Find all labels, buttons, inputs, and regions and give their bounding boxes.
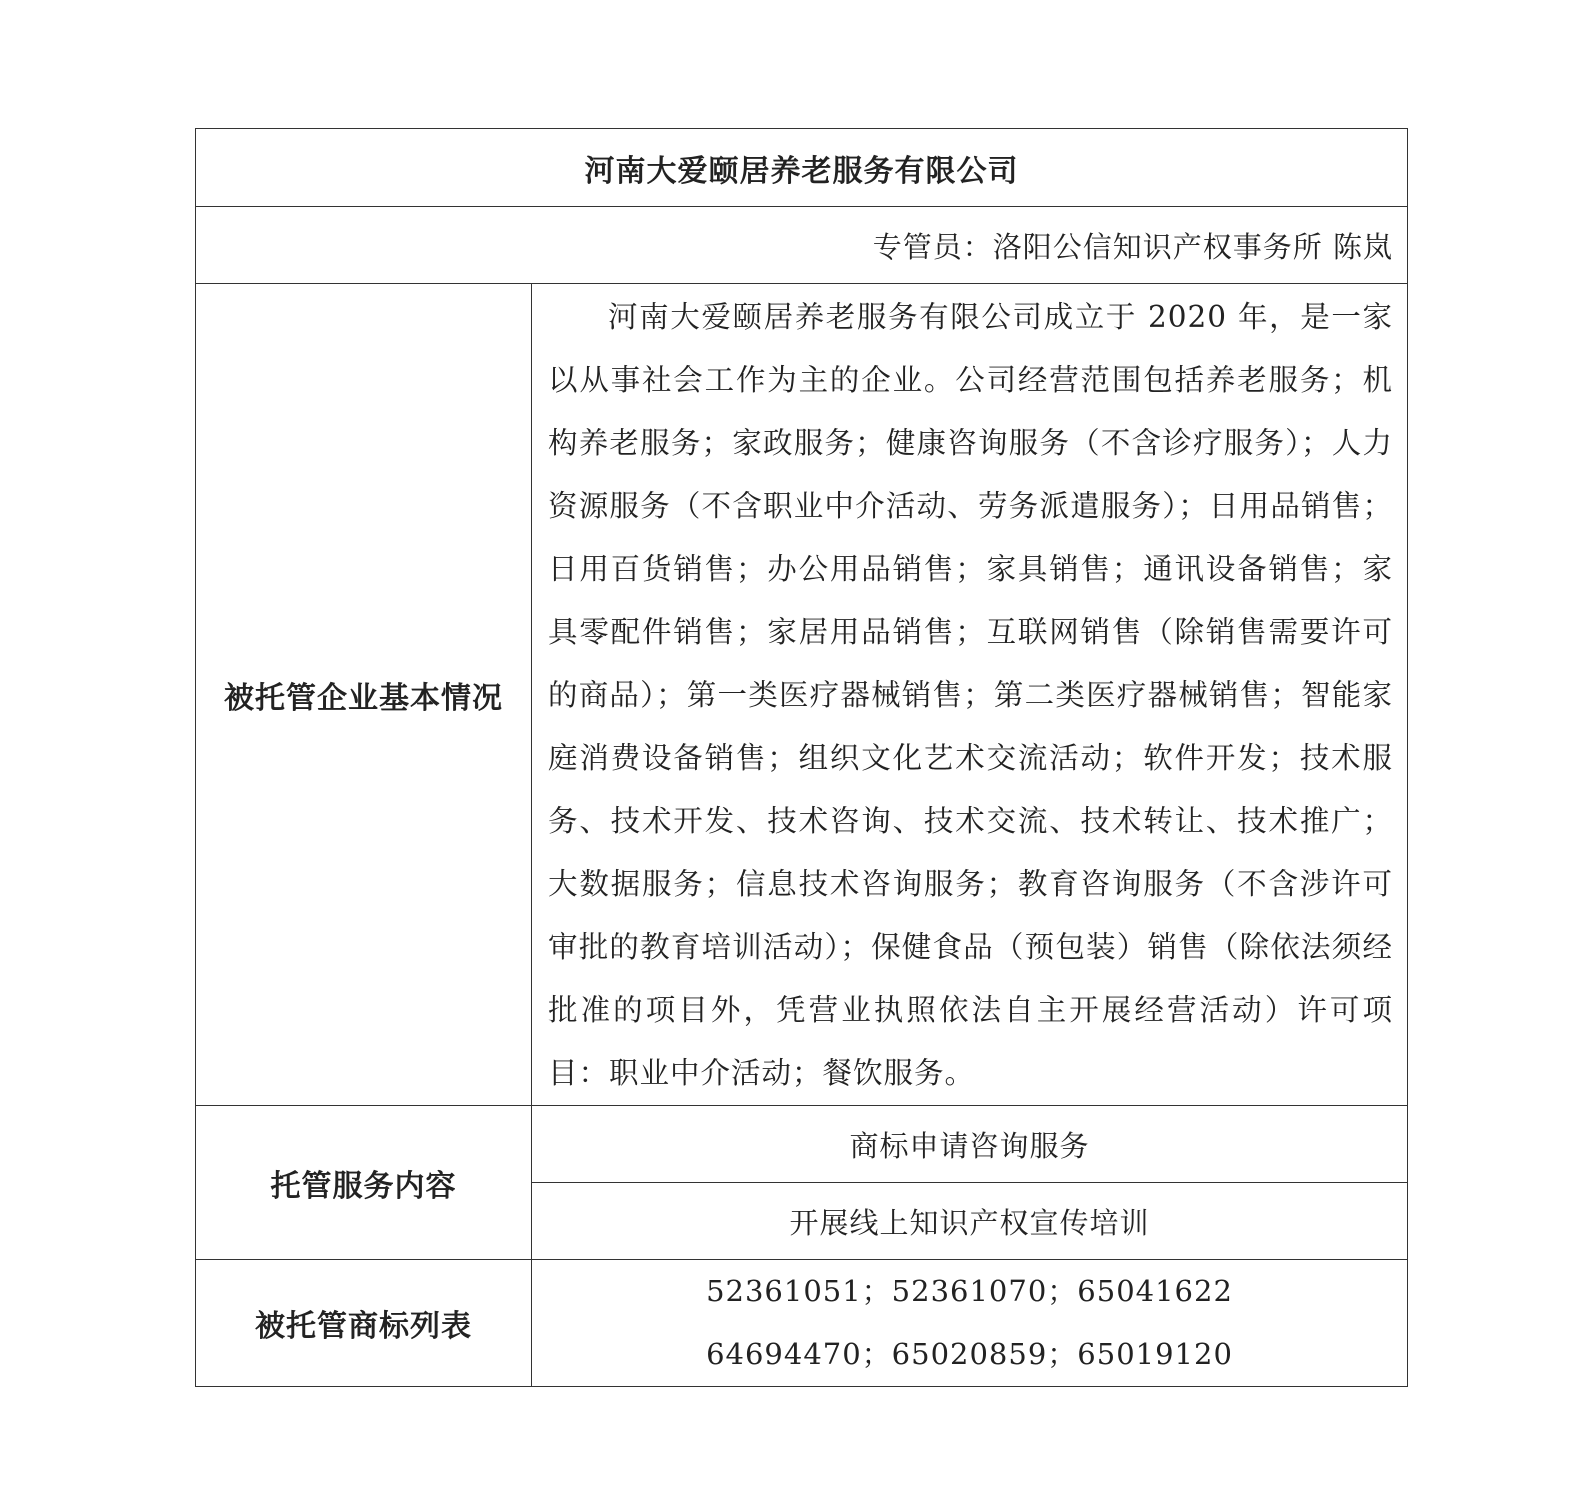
service-row-1: [196, 1106, 1408, 1183]
manager-line: 专管员：洛阳公信知识产权事务所 陈岚: [196, 207, 1408, 284]
service-item: 开展线上知识产权宣传培训: [532, 1183, 1408, 1260]
trademark-list: [532, 1260, 1408, 1387]
trademark-line: 52361051；52361070；65041622: [706, 1274, 1233, 1308]
service-item: 商标申请咨询服务: [532, 1106, 1408, 1183]
company-title: 河南大爱颐居养老服务有限公司: [196, 129, 1408, 207]
basic-info-label: 被托管企业基本情况: [196, 284, 532, 1106]
services-label: 托管服务内容: [196, 1106, 532, 1260]
trusteeship-info-table: [195, 128, 1408, 1387]
trademark-row: [196, 1260, 1408, 1387]
title-row: [196, 129, 1408, 207]
trademark-line: 64694470；65020859；65019120: [706, 1337, 1233, 1371]
basic-info-cell: [532, 284, 1408, 1106]
manager-row: [196, 207, 1408, 284]
trademarks-label: 被托管商标列表: [196, 1260, 532, 1387]
basic-info-row: [196, 284, 1408, 1106]
company-description: 河南大爱颐居养老服务有限公司成立于 2020 年，是一家以从事社会工作为主的企业。公司经营范围包括养老服务；机构养老服务；家政服务；健康咨询服务（不含诊疗服务）；人力资源服务（不含职业中介活动、劳务派遣服务）；日用品销售；日用百货销售；办公用品销售；家具销售；通讯设备销售；家具零配件销售；家居用品销售；互联网销售（除销售需要许可的商品）；第一类医疗器械销售；第二类医疗器械销售；智能家庭消费设备销售；组织文化艺术交流活动；软件开发；技术服务、技术开发、技术咨询、技术交流、技术转让、技术推广；大数据服务；信息技术咨询服务；教育咨询服务（不含涉许可审批的教育培训活动）；保健食品（预包装）销售（除依法须经批准的项目外，凭营业执照依法自主开展经营活动）许可项目：职业中介活动；餐饮服务。: [548, 300, 1393, 1090]
